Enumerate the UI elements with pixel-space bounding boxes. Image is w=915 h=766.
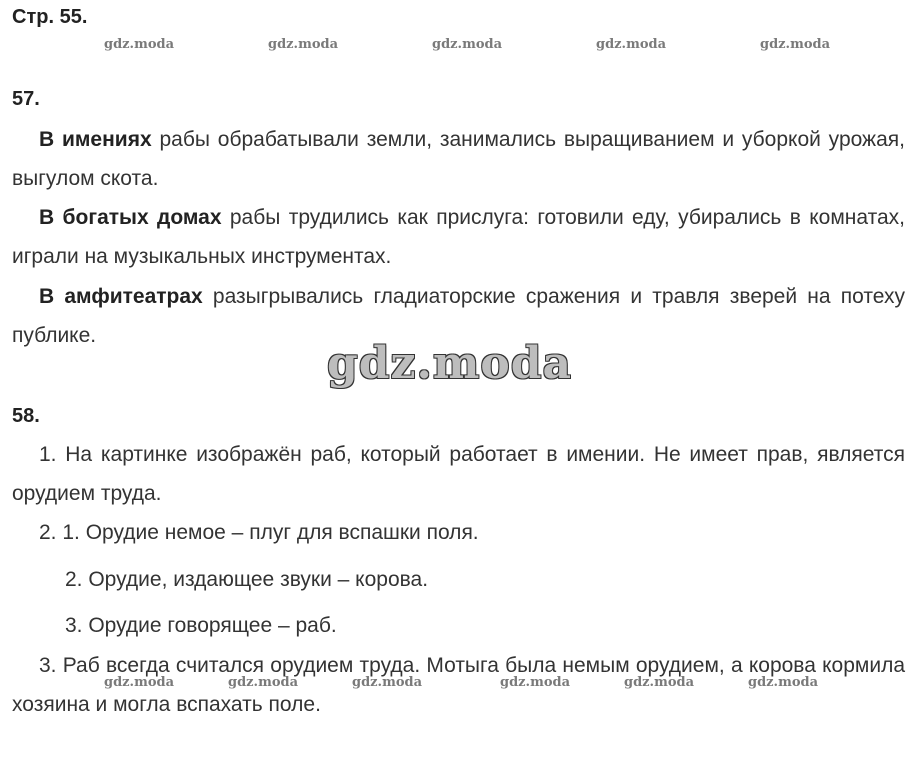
task-57-paragraph-2 [12, 198, 905, 276]
watermark-logo: gdz.moda [104, 675, 175, 690]
task-58-item-1: 1. На картинке изображён раб, который работает в имении. Не имеет прав, является орудием труда. [12, 443, 905, 505]
watermark-logo: gdz.moda [352, 675, 423, 690]
task-57-paragraph-1-text: рабы обрабатывали земли, занимались выращиванием и уборкой урожая, выгулом скота. [12, 128, 905, 190]
task-57-paragraph-3-text: разыгрывались гладиаторские сражения и травля зверей на потеху публике. [12, 285, 905, 347]
watermark-logo: gdz.moda [500, 675, 571, 690]
page-number: Стр. 55. [12, 6, 88, 28]
task-58-item-2-3: 3. Орудие говорящее – раб. [65, 614, 337, 637]
task-57-paragraph-1-heading: В имениях [39, 128, 152, 151]
watermark-logo: gdz.moda [760, 37, 831, 52]
watermark-logo: gdz.moda [268, 37, 339, 52]
watermark-logo: gdz.moda [596, 37, 667, 52]
task-57-paragraph-3-heading: В амфитеатрах [39, 285, 203, 308]
task-57-number: 57. [12, 88, 40, 110]
watermark-large-logo: gdz.moda [327, 338, 573, 389]
watermark-logo: gdz.moda [104, 37, 175, 52]
task-57-paragraph-2-text: рабы трудились как прислуга: готовили еду, убирались в комнатах, играли на музыкальных инструментах. [12, 206, 905, 268]
task-57-paragraph-1 [12, 120, 905, 198]
watermark-row-top [0, 37, 915, 53]
task-57-paragraph-2-heading: В богатых домах [39, 206, 222, 229]
task-58-number: 58. [12, 405, 40, 427]
watermark-row-bottom [0, 675, 915, 691]
task-58-item-2: 2. 1. Орудие немое – плуг для вспашки поля. [39, 521, 479, 544]
watermark-logo: gdz.moda [624, 675, 695, 690]
watermark-logo: gdz.moda [748, 675, 819, 690]
task-58-item-2-2: 2. Орудие, издающее звуки – корова. [65, 568, 429, 591]
watermark-logo: gdz.moda [228, 675, 299, 690]
watermark-logo: gdz.moda [432, 37, 503, 52]
task-58-item-3: 3. Раб всегда считался орудием труда. Мотыга была немым орудием, а корова кормила хозяина и могла вспахать поле. [12, 654, 905, 716]
